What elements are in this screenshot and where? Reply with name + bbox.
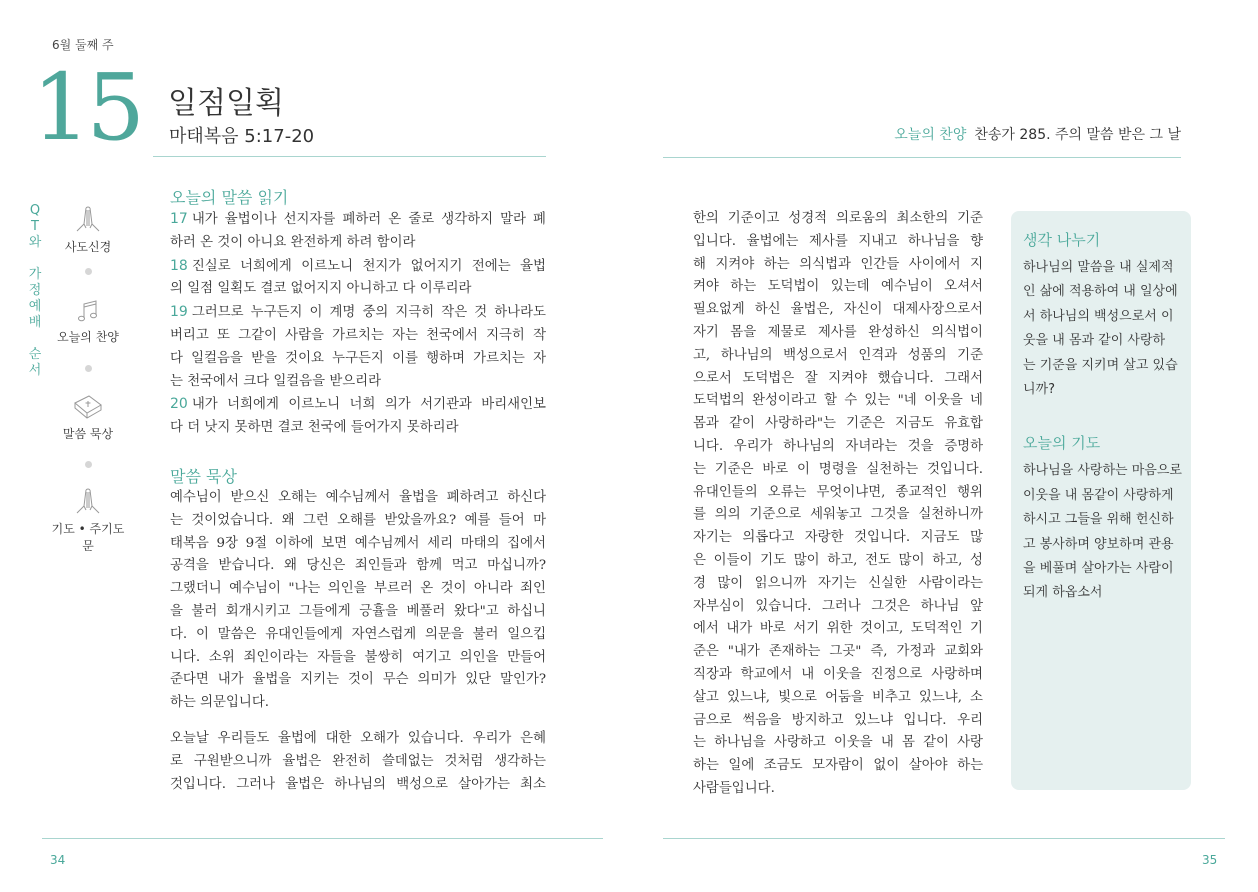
meditation-heading: 말씀 묵상 bbox=[170, 467, 237, 486]
week-label: 6월 둘째 주 bbox=[52, 38, 114, 52]
meditation-paragraph bbox=[170, 728, 546, 796]
footer-divider-right bbox=[663, 838, 1225, 839]
footer-divider-left bbox=[42, 838, 603, 839]
reading-heading: 오늘의 말씀 읽기 bbox=[170, 188, 289, 207]
hymn-value: 찬송가 285. 주의 말씀 받은 그 날 bbox=[974, 127, 1181, 143]
step-apostles-creed bbox=[50, 204, 126, 255]
vertical-title-char: 예 bbox=[28, 299, 42, 314]
verse-number: 20 bbox=[170, 396, 188, 413]
text-line: 하는 일에 조금도 모자람이 없이 살아야 하는 bbox=[693, 758, 983, 774]
hymn-label: 오늘의 찬양 bbox=[894, 127, 967, 143]
vertical-title-char bbox=[27, 251, 43, 267]
text-line: 금으로 썩음을 방지하고 있느냐 입니다. 우리 bbox=[693, 712, 983, 728]
verse-line bbox=[170, 208, 546, 232]
text-line: 공격을 받습니다. 왜 당신은 죄인들과 함께 먹고 마십니까? bbox=[170, 558, 546, 574]
page-title: 일점일획 bbox=[168, 86, 284, 121]
share-text bbox=[1023, 256, 1179, 402]
text-line: 오늘날 우리들도 율법에 대한 오해가 있습니다. 우리가 은혜 bbox=[170, 730, 546, 746]
verse-number: 19 bbox=[170, 304, 188, 321]
day-number: 15 bbox=[32, 54, 142, 161]
text-line: 로 구원받으니까 율법은 완전히 쓸데없는 것처럼 생각하는 bbox=[170, 753, 546, 769]
verse-text: 그러므로 누구든지 이 계명 중의 지극히 작은 것 하나라도 bbox=[191, 305, 546, 321]
text-line: 으로서 도덕법은 잘 지켜야 했습니다. 그래서 bbox=[693, 370, 983, 386]
text-line: 사람들입니다. bbox=[693, 780, 775, 796]
text-line: 고, 하나님의 백성으로서 인격과 성품의 기준 bbox=[693, 347, 983, 363]
text-line: 경 많이 읽으니까 자기는 신실한 사람이라는 bbox=[693, 575, 983, 591]
vertical-title-char: 순 bbox=[28, 347, 42, 362]
verse-line bbox=[170, 232, 546, 255]
text-line: 는 기준은 바로 이 명령을 실천하는 것입니다. bbox=[693, 461, 983, 477]
text-line: 하는 의문입니다. bbox=[170, 695, 270, 711]
verse-text: 내가 율법이나 선지자를 폐하러 온 줄로 생각하지 말라 폐 bbox=[191, 212, 546, 227]
text-line: 도덕법의 완성이라고 할 수 있는 "네 이웃을 네 bbox=[693, 393, 983, 409]
vertical-title-char: Q bbox=[29, 203, 41, 218]
meditation-text-continued bbox=[693, 208, 983, 801]
verse-line bbox=[170, 348, 546, 371]
meditation-paragraph bbox=[170, 487, 546, 715]
text-line: 에서 내가 바로 서기 위한 것이고, 도덕적인 기 bbox=[693, 621, 983, 637]
text-line: 다. 이 말씀은 유대인들에게 자연스럽게 의문을 불러 일으킵 bbox=[170, 626, 546, 642]
step-todays-hymn bbox=[50, 298, 126, 345]
vertical-title-char: 가 bbox=[28, 267, 42, 282]
verse-line bbox=[170, 325, 546, 348]
share-heading: 생각 나누기 bbox=[1023, 231, 1101, 249]
text-line: 는 것이었습니다. 왜 그런 오해를 받았을까요? 예를 들어 마 bbox=[170, 512, 546, 528]
verse-text: 진실로 너희에게 이르노니 천지가 없어지기 전에는 율법 bbox=[191, 258, 546, 274]
verse-text: 다 더 낫지 못하면 결코 천국에 들어가지 못하리라 bbox=[170, 420, 459, 436]
step-label: 사도신경 bbox=[64, 240, 112, 254]
text-line: 것입니다. 그러나 율법은 하나님의 백성으로 살아가는 최소 bbox=[170, 776, 546, 792]
text-line: 자부심이 있습니다. 그러나 그것은 하나님 앞 bbox=[693, 598, 983, 614]
share-line: 는 기준을 지키며 살고 있습 bbox=[1023, 357, 1178, 373]
text-line: 자기는 의롭다고 자랑한 것입니다. 지금도 많 bbox=[693, 530, 983, 546]
text-line: 태복음 9장 9절 이하에 보면 예수님께서 세리 마태의 집에서 bbox=[170, 535, 546, 551]
scripture-reading bbox=[170, 208, 546, 440]
step-prayer bbox=[50, 486, 126, 554]
share-line: 하나님의 말씀을 내 실제적 bbox=[1023, 260, 1174, 275]
verse-line bbox=[170, 393, 546, 417]
reflection-box bbox=[1011, 211, 1191, 790]
hymn-info bbox=[894, 124, 1181, 144]
verse-text: 버리고 또 그같이 사람을 가르치는 자는 천국에서 지극히 작 bbox=[170, 327, 546, 343]
bible-icon bbox=[72, 393, 104, 421]
prayer-line: 하나님을 사랑하는 마음으로 bbox=[1023, 463, 1182, 479]
verse-number: 17 bbox=[170, 211, 188, 227]
verse-text: 의 일점 일획도 결코 없어지지 아니하고 다 이루리라 bbox=[170, 281, 472, 297]
share-line: 서 하나님의 백성으로서 이 bbox=[1023, 308, 1174, 324]
scripture-reference: 마태복음 5:17-20 bbox=[169, 126, 315, 147]
step-separator-dot bbox=[85, 365, 92, 372]
text-line: 유대인들의 오류는 무엇이냐면, 종교적인 행위 bbox=[693, 484, 983, 500]
text-line: 준다면 내가 율법을 지키는 것이 무슨 의미가 있단 말인가? bbox=[170, 672, 546, 688]
text-line: 는 하나님을 사랑하고 이웃을 내 몸 같이 사랑 bbox=[693, 735, 983, 751]
text-line: 니다. 우리가 하나님의 자녀라는 것을 증명하 bbox=[693, 438, 983, 454]
vertical-title-char: 정 bbox=[28, 283, 42, 298]
text-line: 직장과 학교에서 내 이웃을 진정으로 사랑하며 bbox=[693, 666, 983, 682]
page-number-right: 35 bbox=[1202, 853, 1218, 867]
verse-line bbox=[170, 417, 546, 440]
vertical-title-char bbox=[27, 331, 43, 347]
praying-hands-icon bbox=[73, 486, 103, 516]
share-line: 웃을 내 몸과 같이 사랑하 bbox=[1023, 333, 1166, 349]
header-divider-right bbox=[663, 157, 1181, 158]
text-line: 예수님이 받으신 오해는 예수님께서 율법을 폐하려고 하신다 bbox=[170, 490, 546, 505]
text-line: 켜야 하는 도덕법이 있는데 예수님이 오셔서 bbox=[693, 279, 983, 295]
vertical-title-char: 서 bbox=[28, 363, 42, 378]
music-note-icon bbox=[75, 298, 101, 324]
prayer-line: 고 봉사하며 양보하며 관용 bbox=[1023, 536, 1174, 552]
text-line: 몸과 같이 사랑하라"는 기준은 지금도 유효합 bbox=[693, 416, 983, 432]
text-line: 자기 몸을 제물로 제사를 완성하신 의식법이 bbox=[693, 324, 983, 340]
vertical-title-char: 와 bbox=[28, 235, 42, 250]
prayer-line: 되게 하옵소서 bbox=[1023, 585, 1103, 601]
verse-text: 는 천국에서 크다 일컬음을 받으리라 bbox=[170, 373, 382, 389]
step-separator-dot bbox=[85, 268, 92, 275]
step-label: 오늘의 찬양 bbox=[57, 330, 119, 344]
verse-text: 다 일컬음을 받을 것이요 누구든지 이를 행하며 가르치는 자 bbox=[170, 350, 546, 366]
header-divider-left bbox=[153, 156, 546, 157]
prayer-text bbox=[1023, 459, 1182, 605]
step-separator-dot bbox=[85, 461, 92, 468]
verse-text: 내가 너희에게 이르노니 너희 의가 서기관과 바리새인보 bbox=[191, 397, 546, 413]
text-line: 한의 기준이고 성경적 의로움의 최소한의 기준 bbox=[693, 211, 983, 226]
text-line: 은 이들이 기도 많이 하고, 전도 많이 하고, 성 bbox=[693, 552, 983, 568]
verse-line bbox=[170, 371, 546, 394]
step-label: 말씀 묵상 bbox=[62, 427, 114, 441]
text-line: 해 지켜야 하는 의식법과 인간들 사이에서 지 bbox=[693, 256, 983, 272]
text-line: 를 의의 기준으로 세워놓고 그것을 실천하니까 bbox=[693, 507, 983, 523]
vertical-title-char: 배 bbox=[28, 315, 42, 330]
prayer-line: 을 베풀며 살아가는 사람이 bbox=[1023, 561, 1174, 577]
step-label: 기도 • 주기도문 bbox=[51, 522, 125, 553]
verse-number: 18 bbox=[170, 257, 188, 274]
verse-line bbox=[170, 278, 546, 301]
text-line: 필요없게 하신 율법은, 자신이 대제사장으로서 bbox=[693, 302, 983, 318]
prayer-line: 하시고 그들을 위해 헌신하 bbox=[1023, 512, 1174, 528]
text-line: 니다. 소위 죄인이라는 자들을 불쌍히 여기고 의인을 만들어 bbox=[170, 649, 546, 665]
verse-text: 하러 온 것이 아니요 완전하게 하려 함이라 bbox=[170, 234, 416, 250]
text-line: 입니다. 율법에는 제사를 지내고 하나님을 향 bbox=[693, 233, 983, 249]
vertical-title-char: T bbox=[31, 219, 39, 234]
page-number-left: 34 bbox=[50, 853, 66, 867]
text-line: 준은 "내가 존재하는 그곳" 즉, 가정과 교회와 bbox=[693, 644, 983, 660]
prayer-line: 이웃을 내 몸같이 사랑하게 bbox=[1023, 487, 1174, 503]
share-line: 인 삶에 적용하여 내 일상에 bbox=[1023, 284, 1178, 300]
text-line: 살고 있느냐, 빛으로 어둠을 비추고 있느냐, 소 bbox=[693, 689, 983, 705]
meditation-text bbox=[170, 487, 546, 796]
verse-line bbox=[170, 255, 546, 279]
prayer-heading: 오늘의 기도 bbox=[1023, 434, 1101, 453]
verse-line bbox=[170, 301, 546, 325]
text-line: 그랬더니 예수님이 "나는 의인을 부르러 온 것이 아니라 죄인 bbox=[170, 581, 546, 597]
text-line: 을 불러 회개시키고 그들에게 긍휼을 베풀러 왔다"고 하십니 bbox=[170, 603, 546, 619]
step-meditation bbox=[50, 393, 126, 442]
share-line: 니까? bbox=[1023, 382, 1056, 398]
praying-hands-icon bbox=[73, 204, 103, 234]
order-vertical-title bbox=[27, 203, 43, 379]
